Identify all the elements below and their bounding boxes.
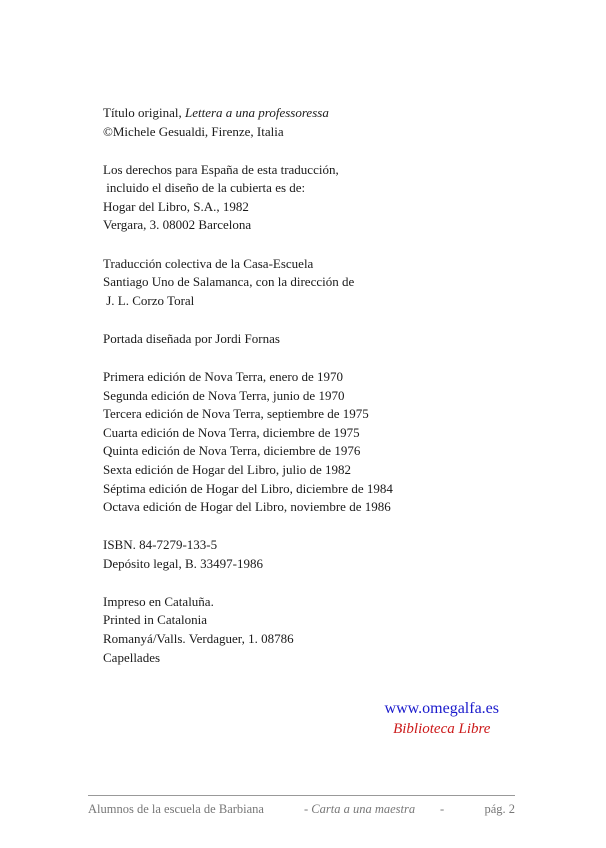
original-title: Lettera a una professoressa <box>184 105 329 120</box>
original-title-prefix: Título original, <box>103 105 185 120</box>
original-title-line <box>103 104 563 123</box>
printing-line: Capellades <box>103 649 161 665</box>
cover-design-block <box>103 330 563 349</box>
rights-line: Hogar del Libro, S.A., 1982 <box>103 198 249 214</box>
edition-line: Tercera edición de Nova Terra, septiembre de 1975 <box>103 406 369 422</box>
edition-line: Séptima edición de Hogar del Libro, diciembre de 1984 <box>103 480 393 496</box>
translation-block <box>103 255 563 311</box>
translation-line: J. L. Corzo Toral <box>103 292 195 308</box>
page-number: pág. 2 <box>484 802 515 816</box>
isbn-line: ISBN. 84-7279-133-5 <box>103 537 218 553</box>
rights-line: Vergara, 3. 08002 Barcelona <box>103 217 252 233</box>
library-name: Biblioteca Libre <box>393 721 491 737</box>
edition-line: Primera edición de Nova Terra, enero de 1970 <box>103 368 343 384</box>
website-link[interactable]: www.omegalfa.es <box>384 700 499 717</box>
editions-block <box>103 368 563 517</box>
footer-author: Alumnos de la escuela de Barbiana <box>88 802 264 816</box>
rights-line: incluido el diseño de la cubierta es de: <box>103 180 306 196</box>
edition-line: Octava edición de Hogar del Libro, noviembre de 1986 <box>103 499 391 515</box>
original-title-block <box>103 104 563 141</box>
edition-line: Cuarta edición de Nova Terra, diciembre de 1975 <box>103 424 360 440</box>
footer-separator: - <box>440 802 445 816</box>
edition-line: Quinta edición de Nova Terra, diciembre de 1976 <box>103 443 361 459</box>
edition-line: Segunda edición de Nova Terra, junio de 1970 <box>103 387 345 403</box>
translation-line: Traducción colectiva de la Casa-Escuela <box>103 255 314 271</box>
footer-divider <box>88 795 515 796</box>
isbn-block <box>103 536 563 573</box>
edition-line: Sexta edición de Hogar del Libro, julio de 1982 <box>103 461 352 477</box>
printing-line: Impreso en Cataluña. <box>103 593 214 609</box>
colophon <box>103 104 563 687</box>
rights-block <box>103 161 563 235</box>
legal-deposit-line: Depósito legal, B. 33497-1986 <box>103 555 263 571</box>
footer-work-title: - Carta a una maestra <box>304 802 416 816</box>
translation-line: Santiago Uno de Salamanca, con la dirección de <box>103 274 355 290</box>
publisher-brand <box>385 699 499 739</box>
printing-line: Romanyá/Valls. Verdaguer, 1. 08786 <box>103 631 294 647</box>
rights-line: Los derechos para España de esta traducción, <box>103 161 339 177</box>
copyright-line: ©Michele Gesualdi, Firenze, Italia <box>103 123 284 139</box>
printing-block <box>103 593 563 667</box>
printing-line: Printed in Catalonia <box>103 612 207 628</box>
cover-design-line: Portada diseñada por Jordi Fornas <box>103 330 280 346</box>
